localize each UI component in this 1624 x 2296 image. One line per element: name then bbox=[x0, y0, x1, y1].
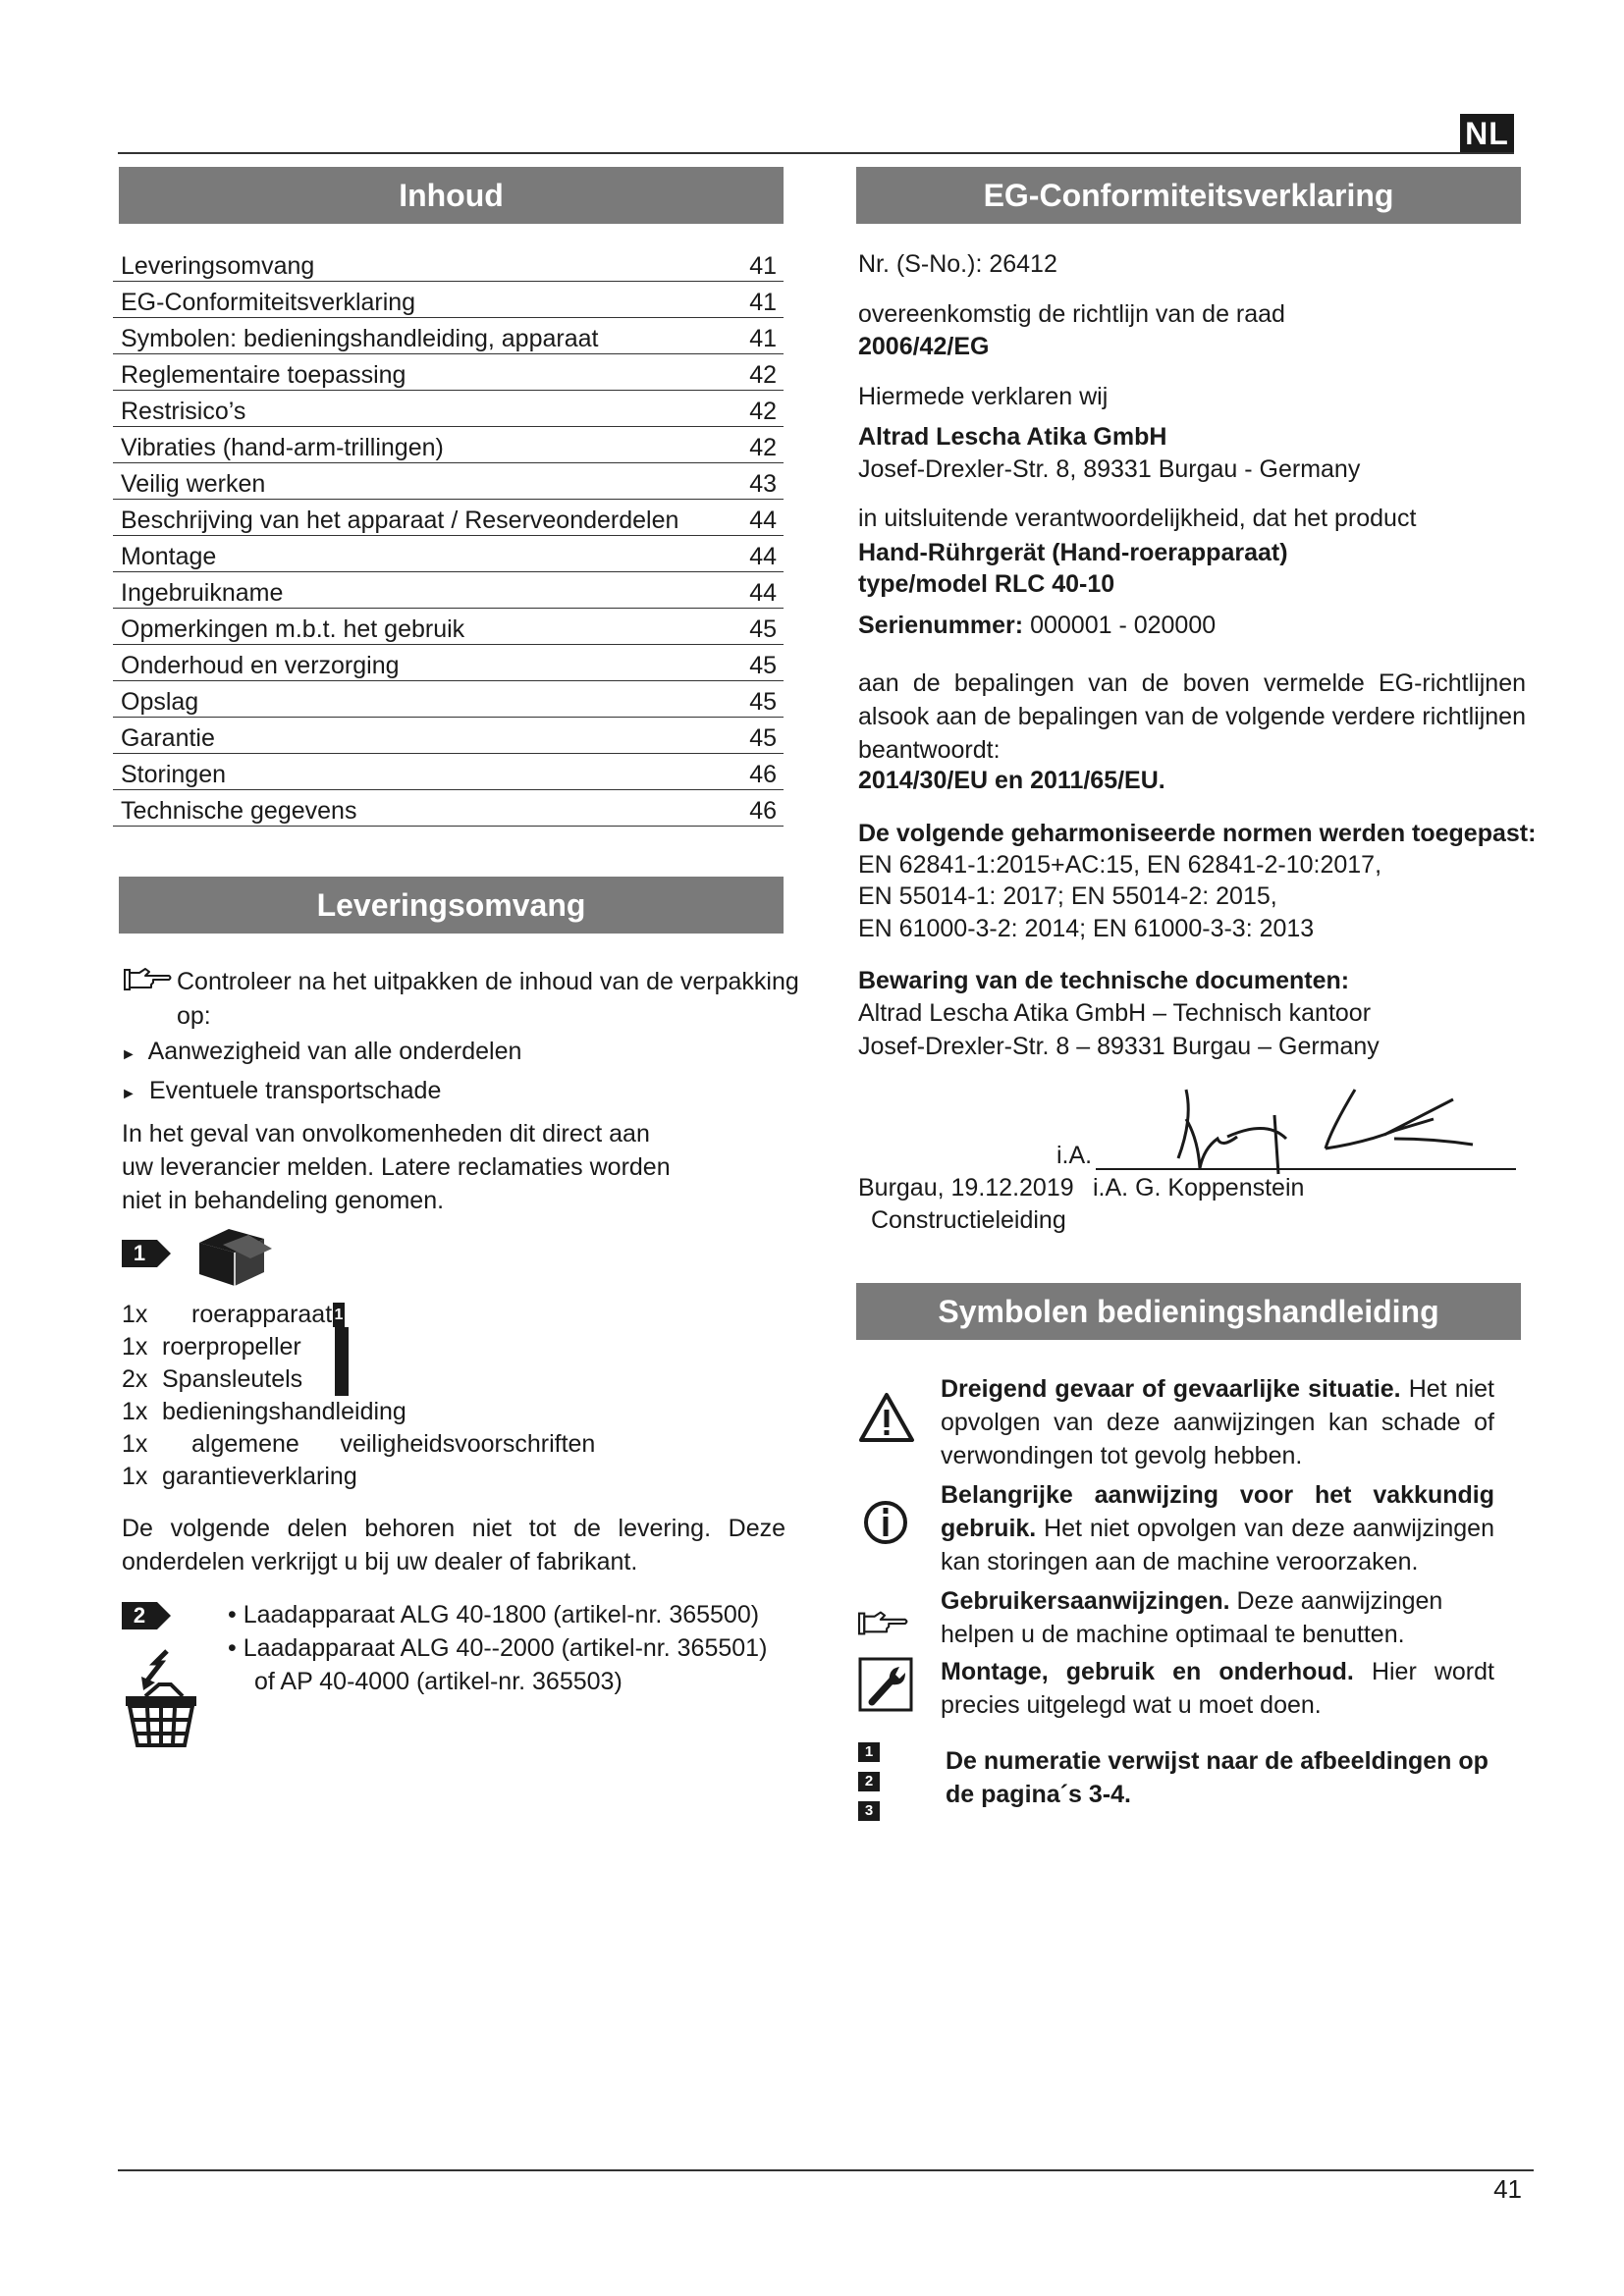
table-of-contents bbox=[113, 245, 784, 827]
item-name: Spansleutels bbox=[162, 1365, 303, 1393]
package-box-icon bbox=[193, 1225, 276, 1290]
toc-page: 45 bbox=[749, 724, 777, 752]
symbol-user-text: Gebruikersaanwijzingen. Deze aanwijzingen helpen u de machine optimaal te benutten. bbox=[941, 1587, 1443, 1648]
toc-row[interactable] bbox=[113, 282, 784, 318]
toc-label: EG-Conformiteitsverklaring bbox=[121, 289, 416, 316]
top-divider bbox=[118, 152, 1514, 154]
standard-line: EN 61000-3-2: 2014; EN 61000-3-3: 2013 bbox=[858, 915, 1315, 942]
toc-page: 41 bbox=[749, 325, 777, 352]
item-marker-bar bbox=[335, 1327, 349, 1396]
signer-role: Constructieleiding bbox=[871, 1206, 1066, 1234]
item-qty: 1x bbox=[122, 1398, 148, 1425]
toc-page: 44 bbox=[749, 543, 777, 570]
check-line-1: Controleer na het uitpakken de inhoud van de verpakking bbox=[177, 968, 799, 995]
numeration-note: De numeratie verwijst naar de afbeeldingen op de pagina´s 3-4. bbox=[946, 1747, 1489, 1808]
inhoud-header: Inhoud bbox=[119, 167, 784, 224]
toc-row[interactable] bbox=[113, 645, 784, 681]
toc-label: Restrisico’s bbox=[121, 398, 246, 425]
declare-intro: Hiermede verklaren wij bbox=[858, 383, 1109, 410]
provisions-text: aan de bepalingen van de boven vermelde EG-richtlijnen alsook aan de bepalingen van de volgende verdere richtlijnen beantwoordt: bbox=[858, 669, 1526, 764]
accessory-item: of AP 40-4000 (artikel-nr. 365503) bbox=[254, 1668, 623, 1695]
figure-badge-2: 2 bbox=[858, 1772, 880, 1791]
documents-line: Josef-Drexler-Str. 8 – 89331 Burgau – Germany bbox=[858, 1033, 1380, 1060]
item-name: algemene veiligheidsvoorschriften bbox=[191, 1430, 596, 1458]
product-model: type/model RLC 40-10 bbox=[858, 570, 1115, 598]
page-number: 41 bbox=[1493, 2174, 1522, 2204]
toc-row[interactable] bbox=[113, 790, 784, 827]
toc-page: 42 bbox=[749, 361, 777, 389]
toc-row[interactable] bbox=[113, 536, 784, 572]
serial-label: Serienummer: bbox=[858, 612, 1024, 639]
symbol-warning-text: Dreigend gevaar of gevaarlijke situatie. Het niet opvolgen van deze aanwijzingen kan schade of verwondingen tot gevolg hebben. bbox=[941, 1375, 1494, 1469]
hand-pointer-icon bbox=[124, 967, 173, 992]
toc-row[interactable] bbox=[113, 500, 784, 536]
product-name: Hand-Rührgerät (Hand-roerapparaat) bbox=[858, 539, 1288, 566]
toc-row[interactable] bbox=[113, 427, 784, 463]
step-badge-2: 2 bbox=[122, 1602, 157, 1629]
symbolen-header: Symbolen bedieningshandleiding bbox=[856, 1283, 1521, 1340]
toc-page: 44 bbox=[749, 507, 777, 534]
figure-badge-1: 1 bbox=[858, 1742, 880, 1762]
responsibility-text: in uitsluitende verantwoordelijkheid, dat het product bbox=[858, 505, 1417, 532]
item-name: bedieningshandleiding bbox=[162, 1398, 406, 1425]
toc-label: Technische gegevens bbox=[121, 797, 357, 825]
toc-page: 44 bbox=[749, 579, 777, 607]
figure-badge-3: 3 bbox=[858, 1801, 880, 1821]
standard-line: EN 62841-1:2015+AC:15, EN 62841-2-10:2017, bbox=[858, 851, 1382, 879]
delivery-note: In het geval van onvolkomenheden dit direct aan uw leverancier melden. Latere reclamaties worden niet in behandeling genomen. bbox=[122, 1120, 671, 1214]
list-item: ► Aanwezigheid van alle onderdelen bbox=[121, 1038, 522, 1065]
toc-row[interactable] bbox=[113, 463, 784, 500]
toc-page: 41 bbox=[749, 289, 777, 316]
toc-label: Beschrijving van het apparaat / Reserveonderdelen bbox=[121, 507, 679, 534]
declaration-number: Nr. (S-No.): 26412 bbox=[858, 250, 1057, 278]
directives-list: 2014/30/EU en 2011/65/EU. bbox=[858, 767, 1165, 794]
toc-page: 43 bbox=[749, 470, 777, 498]
toc-label: Garantie bbox=[121, 724, 215, 752]
item-qty: 1x bbox=[122, 1301, 148, 1328]
toc-label: Ingebruikname bbox=[121, 579, 284, 607]
toc-page: 42 bbox=[749, 398, 777, 425]
toc-row[interactable] bbox=[113, 718, 784, 754]
accessory-item: • Laadapparaat ALG 40--2000 (artikel-nr. 365501) bbox=[228, 1634, 768, 1662]
language-badge: NL bbox=[1460, 114, 1514, 153]
step-badge-1: 1 bbox=[122, 1240, 157, 1267]
info-circle-icon bbox=[863, 1500, 908, 1545]
eg-conformiteit-header: EG-Conformiteitsverklaring bbox=[856, 167, 1521, 224]
toc-label: Symbolen: bedieningshandleiding, apparaat bbox=[121, 325, 599, 352]
toc-row[interactable] bbox=[113, 572, 784, 609]
symbol-assembly-text: Montage, gebruik en onderhoud. Hier wordt precies uitgelegd wat u moet doen. bbox=[941, 1658, 1494, 1719]
list-item: ► Eventuele transportschade bbox=[121, 1077, 442, 1104]
item-name: roerapparaat bbox=[191, 1301, 333, 1328]
check-list bbox=[121, 1034, 521, 1112]
documents-line: Altrad Lescha Atika GmbH – Technisch kantoor bbox=[858, 999, 1372, 1027]
item-qty: 1x bbox=[122, 1333, 148, 1361]
warning-triangle-icon bbox=[858, 1392, 915, 1443]
toc-page: 41 bbox=[749, 252, 777, 280]
toc-row[interactable] bbox=[113, 354, 784, 391]
toc-row[interactable] bbox=[113, 609, 784, 645]
wrench-icon bbox=[858, 1657, 913, 1712]
ia-label: i.A. bbox=[1056, 1142, 1093, 1169]
serial-value: 000001 - 020000 bbox=[1030, 612, 1217, 639]
accessory-item: • Laadapparaat ALG 40-1800 (artikel-nr. 365500) bbox=[228, 1601, 760, 1629]
toc-page: 42 bbox=[749, 434, 777, 461]
toc-label: Reglementaire toepassing bbox=[121, 361, 406, 389]
signer-name: i.A. G. Koppenstein bbox=[1093, 1174, 1305, 1201]
item-name: garantieverklaring bbox=[162, 1463, 357, 1490]
toc-row[interactable] bbox=[113, 318, 784, 354]
toc-page: 46 bbox=[749, 761, 777, 788]
check-line-2: op: bbox=[177, 1002, 211, 1030]
symbol-info-text: Belangrijke aanwijzing voor het vakkundig gebruik. Het niet opvolgen van deze aanwijzingen kan storingen aan de machine veroorzaken. bbox=[941, 1481, 1494, 1575]
toc-page: 45 bbox=[749, 652, 777, 679]
shopping-basket-icon bbox=[122, 1647, 200, 1749]
toc-label: Montage bbox=[121, 543, 217, 570]
item-name: roerpropeller bbox=[162, 1333, 301, 1361]
step-badge-2-arrow bbox=[157, 1602, 171, 1629]
signature-line bbox=[1096, 1168, 1516, 1170]
item-qty: 1x bbox=[122, 1430, 148, 1458]
leveringsomvang-header: Leveringsomvang bbox=[119, 877, 784, 934]
toc-page: 46 bbox=[749, 797, 777, 825]
company-address: Josef-Drexler-Str. 8, 89331 Burgau - Germany bbox=[858, 455, 1361, 483]
toc-label: Opmerkingen m.b.t. het gebruik bbox=[121, 615, 465, 643]
toc-label: Vibraties (hand-arm-trillingen) bbox=[121, 434, 444, 461]
toc-label: Storingen bbox=[121, 761, 227, 788]
hand-pointer-icon bbox=[858, 1610, 909, 1637]
standards-title: De volgende geharmoniseerde normen werden toegepast: bbox=[858, 820, 1537, 847]
item-qty: 1x bbox=[122, 1463, 148, 1490]
company-name: Altrad Lescha Atika GmbH bbox=[858, 423, 1167, 451]
place-date: Burgau, 19.12.2019 bbox=[858, 1174, 1074, 1201]
bottom-divider bbox=[118, 2169, 1534, 2171]
toc-label: Leveringsomvang bbox=[121, 252, 315, 280]
step-badge-1-arrow bbox=[157, 1240, 171, 1267]
toc-page: 45 bbox=[749, 688, 777, 716]
documents-title: Bewaring van de technische documenten: bbox=[858, 967, 1350, 994]
toc-row[interactable] bbox=[113, 681, 784, 718]
toc-label: Onderhoud en verzorging bbox=[121, 652, 400, 679]
toc-row[interactable] bbox=[113, 754, 784, 790]
toc-row[interactable] bbox=[113, 245, 784, 282]
standard-line: EN 55014-1: 2017; EN 55014-2: 2015, bbox=[858, 882, 1277, 910]
directive-intro: overeenkomstig de richtlijn van de raad bbox=[858, 300, 1285, 328]
not-included-note: De volgende delen behoren niet tot de levering. Deze onderdelen verkrijgt u bij uw dealer of fabrikant. bbox=[122, 1515, 785, 1575]
item-marker: 1 bbox=[333, 1303, 345, 1327]
directive-number: 2006/42/EG bbox=[858, 333, 990, 360]
toc-row[interactable] bbox=[113, 391, 784, 427]
toc-label: Opslag bbox=[121, 688, 199, 716]
item-qty: 2x bbox=[122, 1365, 148, 1393]
toc-label: Veilig werken bbox=[121, 470, 266, 498]
toc-page: 45 bbox=[749, 615, 777, 643]
serial-number bbox=[858, 609, 1216, 642]
